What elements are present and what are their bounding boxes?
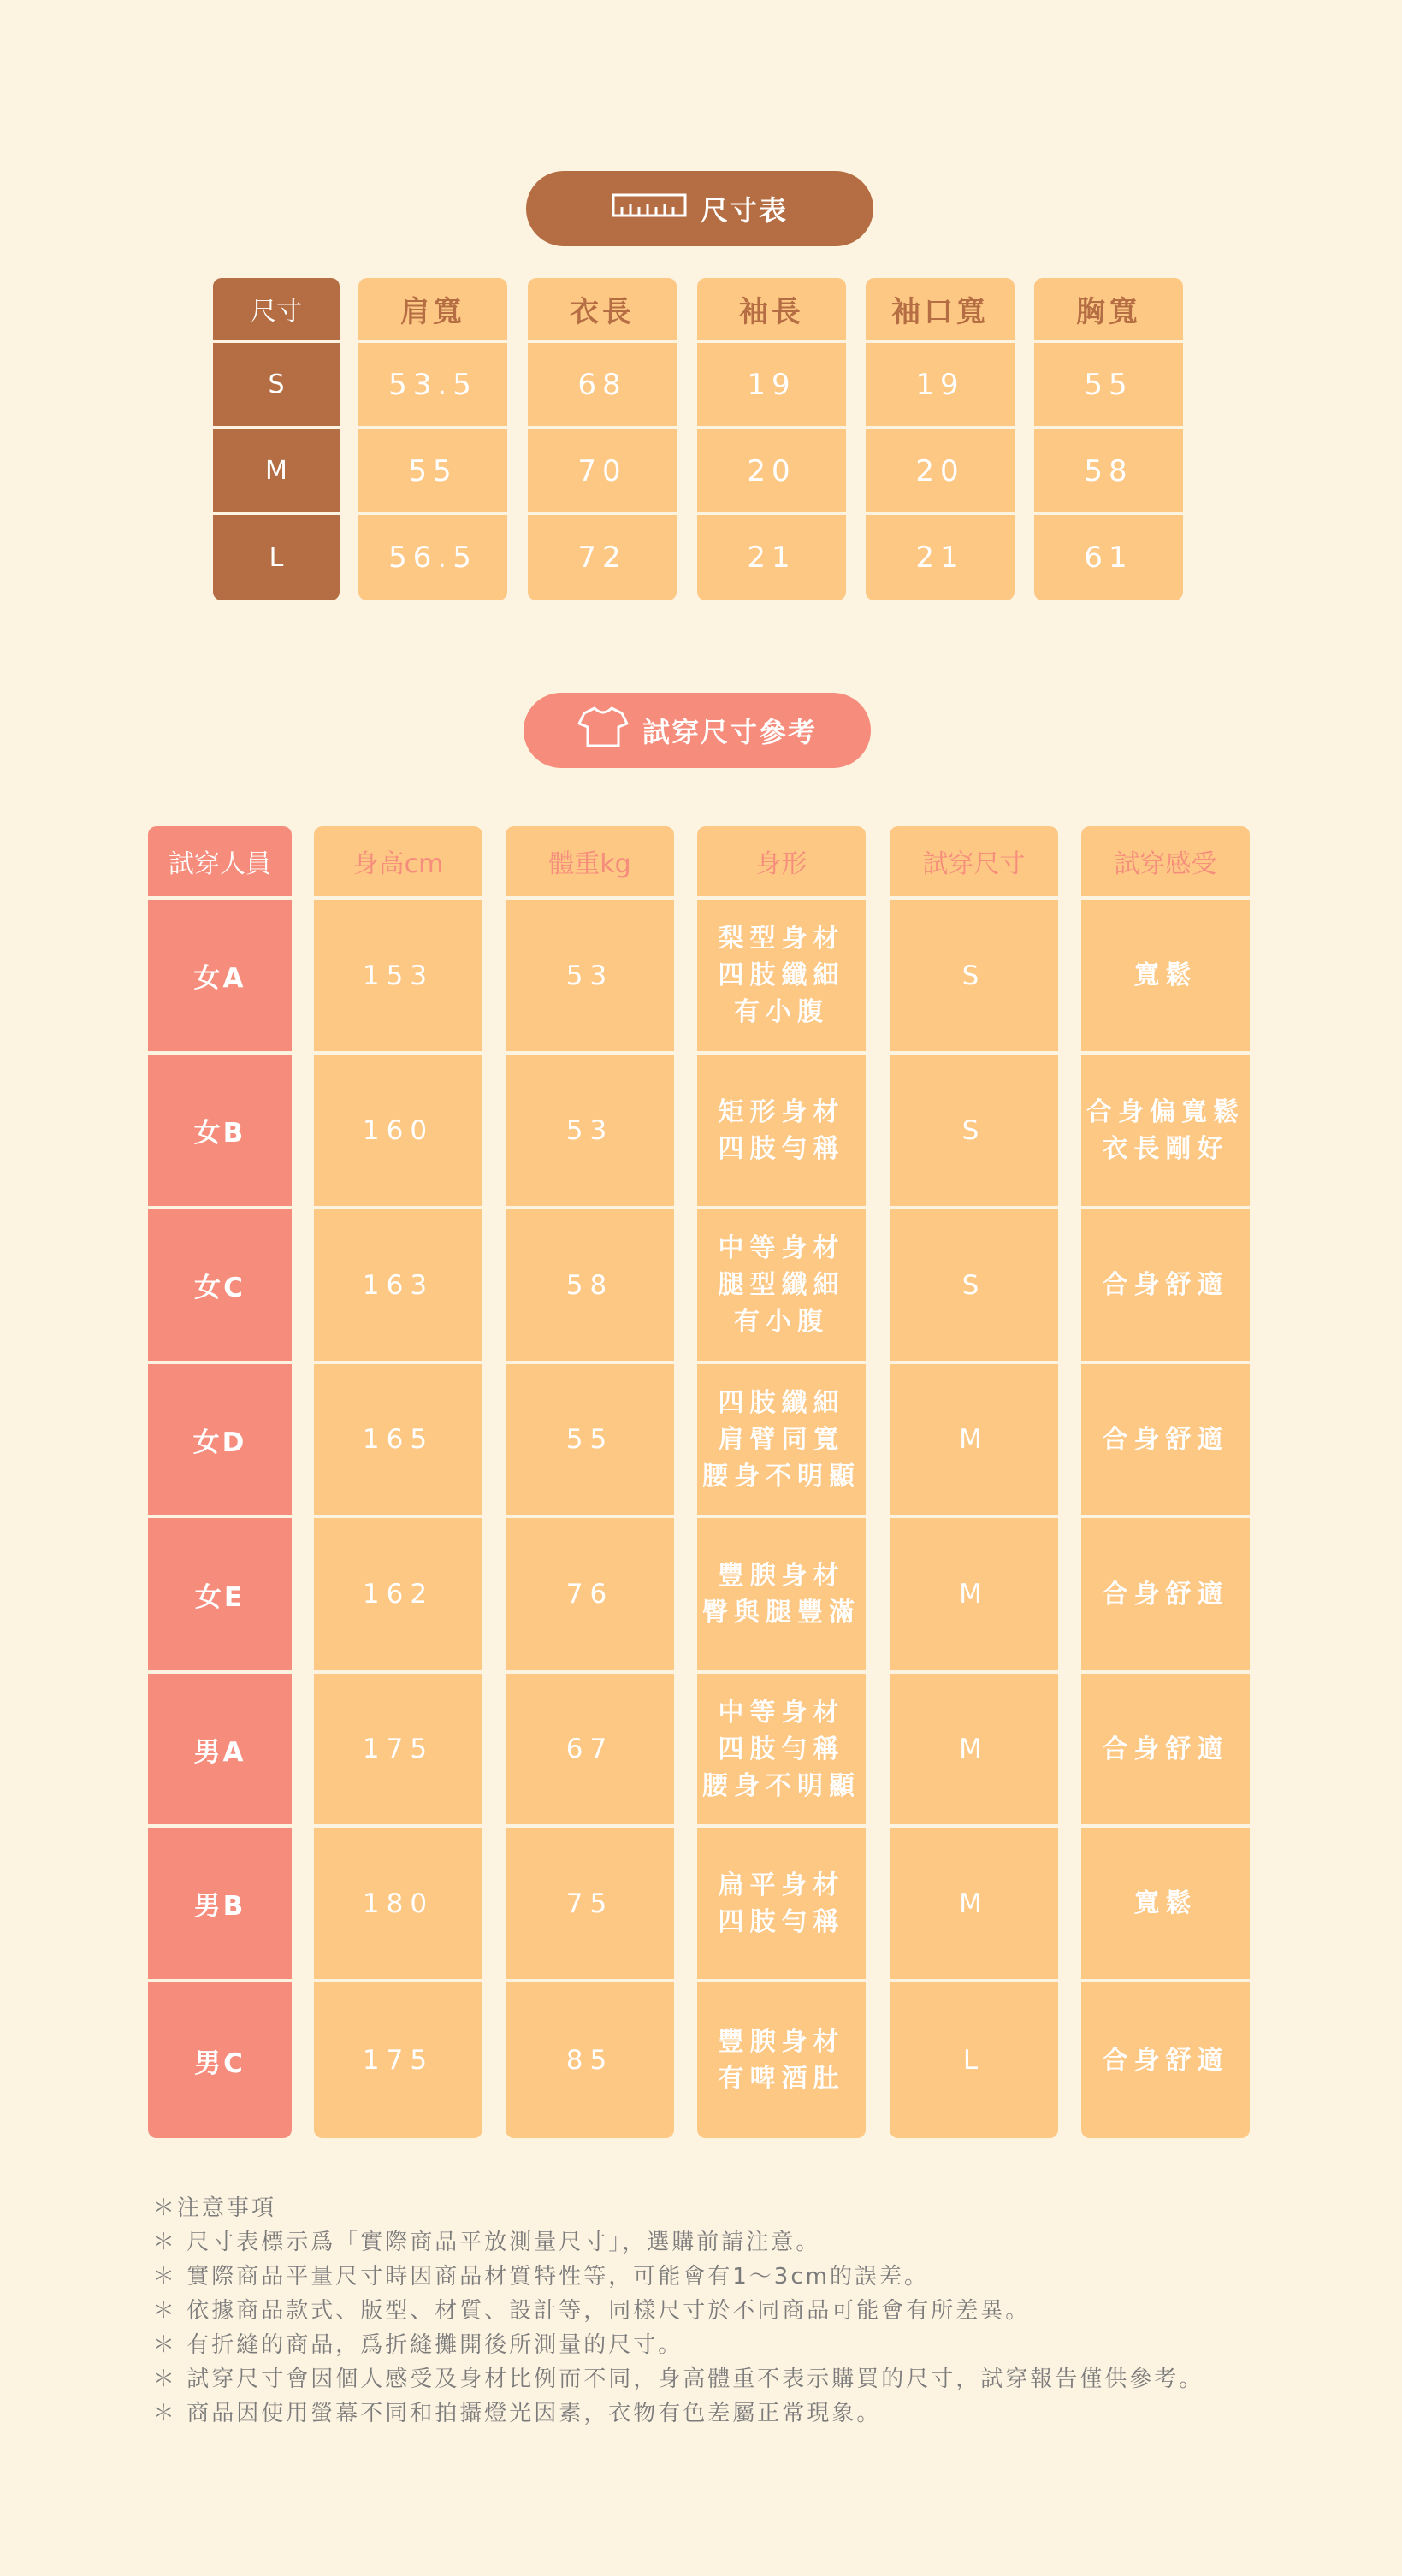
size-column-header: 肩寬 bbox=[358, 278, 507, 340]
size-value-cell: 20 bbox=[866, 429, 1015, 512]
try-on-person: 女D bbox=[148, 1364, 292, 1515]
try-on-body-type: 豐腴身材 有啤酒肚 bbox=[697, 1982, 866, 2138]
try-on-column-header: 身形 bbox=[697, 826, 866, 896]
size-corner-label: 尺寸 bbox=[213, 278, 340, 340]
note-item: ＊ 商品因使用螢幕不同和拍攝燈光因素，衣物有色差屬正常現象。 bbox=[152, 2401, 882, 2426]
size-value-cell: 19 bbox=[697, 343, 846, 426]
try-on-weight: 76 bbox=[506, 1518, 674, 1670]
try-on-feeling: 寬鬆 bbox=[1081, 900, 1250, 1051]
size-value-cell: 58 bbox=[1034, 429, 1183, 512]
notes-heading: ＊注意事項 bbox=[152, 2195, 277, 2221]
try-on-weight: 53 bbox=[506, 1055, 674, 1206]
ruler-icon bbox=[612, 192, 687, 226]
try-on-size: S bbox=[890, 1055, 1058, 1206]
try-on-column-header: 試穿人員 bbox=[148, 826, 292, 896]
notes-section bbox=[152, 2191, 1204, 2431]
try-on-body-type: 中等身材 四肢勻稱 腰身不明顯 bbox=[697, 1674, 866, 1824]
try-on-feeling: 合身舒適 bbox=[1081, 1674, 1250, 1824]
try-on-person: 女A bbox=[148, 900, 292, 1051]
try-on-size: M bbox=[890, 1674, 1058, 1824]
try-on-person: 男B bbox=[148, 1828, 292, 1979]
try-on-height: 175 bbox=[314, 1674, 482, 1824]
note-item: ＊ 有折縫的商品，爲折縫攤開後所測量的尺寸。 bbox=[152, 2332, 683, 2358]
try-on-height: 162 bbox=[314, 1518, 482, 1670]
try-on-height: 163 bbox=[314, 1209, 482, 1361]
size-value-cell: 20 bbox=[697, 429, 846, 512]
try-on-person: 女E bbox=[148, 1518, 292, 1670]
size-value-cell: 21 bbox=[697, 515, 846, 600]
try-on-body-type: 豐腴身材 臀與腿豐滿 bbox=[697, 1518, 866, 1670]
try-on-size: S bbox=[890, 900, 1058, 1051]
try-on-feeling: 合身偏寬鬆 衣長剛好 bbox=[1081, 1055, 1250, 1206]
size-value-cell: 55 bbox=[358, 429, 507, 512]
try-on-size: M bbox=[890, 1364, 1058, 1515]
try-on-size: M bbox=[890, 1828, 1058, 1979]
note-item: ＊ 依據商品款式、版型、材質、設計等，同樣尺寸於不同商品可能會有所差異。 bbox=[152, 2298, 1031, 2324]
try-on-feeling: 寬鬆 bbox=[1081, 1828, 1250, 1979]
try-on-feeling: 合身舒適 bbox=[1081, 1982, 1250, 2138]
try-on-height: 180 bbox=[314, 1828, 482, 1979]
try-on-feeling: 合身舒適 bbox=[1081, 1364, 1250, 1515]
try-on-column-header: 試穿尺寸 bbox=[890, 826, 1058, 896]
size-value-cell: 53.5 bbox=[358, 343, 507, 426]
try-on-column-header: 試穿感受 bbox=[1081, 826, 1250, 896]
try-on-weight: 85 bbox=[506, 1982, 674, 2138]
size-value-cell: 70 bbox=[528, 429, 677, 512]
size-column-header: 袖長 bbox=[697, 278, 846, 340]
try-on-person: 男C bbox=[148, 1982, 292, 2138]
try-on-size: M bbox=[890, 1518, 1058, 1670]
try-on-feeling: 合身舒適 bbox=[1081, 1518, 1250, 1670]
try-on-weight: 75 bbox=[506, 1828, 674, 1979]
tshirt-icon bbox=[577, 705, 629, 756]
try-on-weight: 58 bbox=[506, 1209, 674, 1361]
size-value-cell: 56.5 bbox=[358, 515, 507, 600]
try-on-feeling: 合身舒適 bbox=[1081, 1209, 1250, 1361]
try-on-height: 160 bbox=[314, 1055, 482, 1206]
size-row-label: M bbox=[213, 429, 340, 512]
try-on-weight: 67 bbox=[506, 1674, 674, 1824]
try-on-person: 女C bbox=[148, 1209, 292, 1361]
size-column-header: 胸寬 bbox=[1034, 278, 1183, 340]
try-on-body-type: 扁平身材 四肢勻稱 bbox=[697, 1828, 866, 1979]
try-on-person: 男A bbox=[148, 1674, 292, 1824]
size-chart-title-pill bbox=[526, 171, 873, 246]
size-column-header: 袖口寬 bbox=[866, 278, 1015, 340]
try-on-body-type: 梨型身材 四肢纖細 有小腹 bbox=[697, 900, 866, 1051]
try-on-size: S bbox=[890, 1209, 1058, 1361]
try-on-weight: 53 bbox=[506, 900, 674, 1051]
note-item: ＊ 尺寸表標示爲「實際商品平放測量尺寸」，選購前請注意。 bbox=[152, 2230, 821, 2255]
size-value-cell: 55 bbox=[1034, 343, 1183, 426]
try-on-height: 153 bbox=[314, 900, 482, 1051]
try-on-column-header: 體重kg bbox=[506, 826, 674, 896]
try-on-person: 女B bbox=[148, 1055, 292, 1206]
try-on-body-type: 矩形身材 四肢勻稱 bbox=[697, 1055, 866, 1206]
size-value-cell: 61 bbox=[1034, 515, 1183, 600]
try-on-column-header: 身高cm bbox=[314, 826, 482, 896]
try-on-body-type: 中等身材 腿型纖細 有小腹 bbox=[697, 1209, 866, 1361]
try-on-height: 165 bbox=[314, 1364, 482, 1515]
size-value-cell: 21 bbox=[866, 515, 1015, 600]
try-on-title: 試穿尺寸參考 bbox=[642, 716, 817, 748]
try-on-title-pill bbox=[524, 693, 871, 768]
size-row-label: L bbox=[213, 515, 340, 600]
size-chart-title: 尺寸表 bbox=[700, 194, 788, 227]
note-item: ＊ 試穿尺寸會因個人感受及身材比例而不同，身高體重不表示購買的尺寸，試穿報告僅供參考。 bbox=[152, 2366, 1204, 2392]
size-value-cell: 72 bbox=[528, 515, 677, 600]
try-on-weight: 55 bbox=[506, 1364, 674, 1515]
try-on-height: 175 bbox=[314, 1982, 482, 2138]
try-on-body-type: 四肢纖細 肩臂同寬 腰身不明顯 bbox=[697, 1364, 866, 1515]
try-on-size: L bbox=[890, 1982, 1058, 2138]
size-column-header: 衣長 bbox=[528, 278, 677, 340]
size-row-label: S bbox=[213, 343, 340, 426]
size-value-cell: 19 bbox=[866, 343, 1015, 426]
size-value-cell: 68 bbox=[528, 343, 677, 426]
note-item: ＊ 實際商品平量尺寸時因商品材質特性等，可能會有1～3cm的誤差。 bbox=[152, 2264, 929, 2289]
